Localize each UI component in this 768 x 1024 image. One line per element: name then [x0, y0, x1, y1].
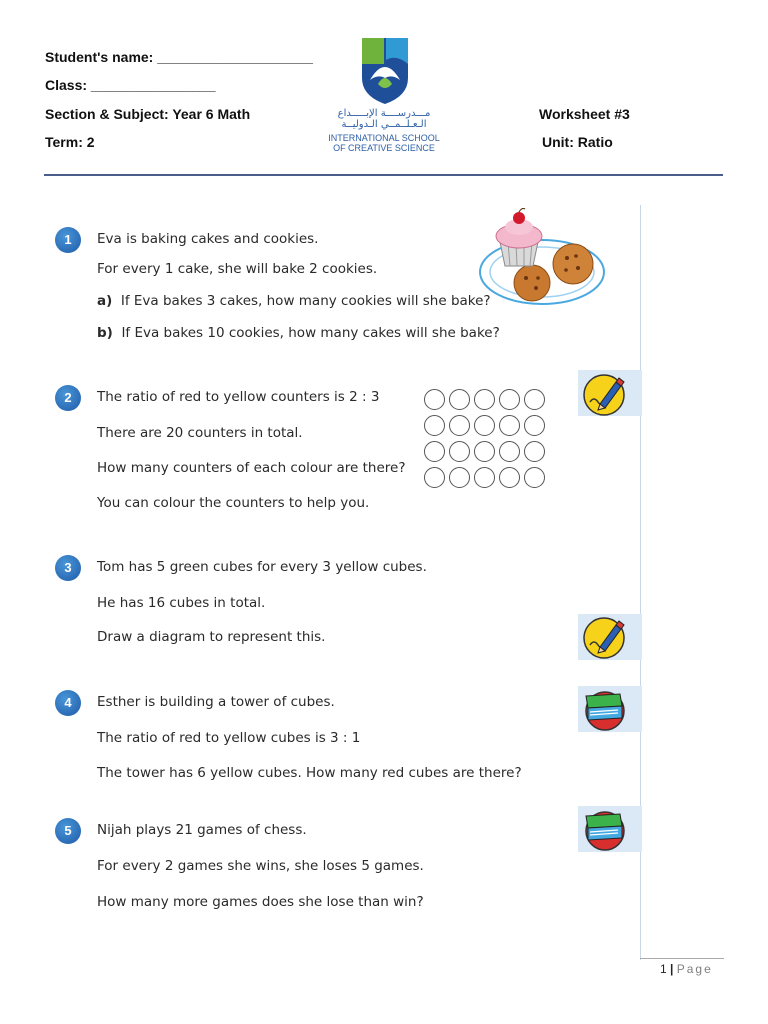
book-icon [582, 688, 628, 732]
book-icon [582, 808, 628, 852]
unit-title: Unit: Ratio [542, 134, 613, 150]
counter-circle [474, 415, 495, 436]
counter-circle [424, 389, 445, 410]
counter-circle [449, 389, 470, 410]
footer-divider [640, 958, 724, 959]
logo-english-name: INTERNATIONAL SCHOOL OF CREATIVE SCIENCE [328, 133, 440, 153]
counter-circle [449, 441, 470, 462]
counter-circle [474, 467, 495, 488]
section-subject: Section & Subject: Year 6 Math [45, 106, 251, 122]
counter-circle [524, 389, 545, 410]
question-2-line-1: The ratio of red to yellow counters is 2 : 3 [97, 389, 380, 405]
question-2-line-2: There are 20 counters in total. [97, 425, 303, 441]
question-3-line-1: Tom has 5 green cubes for every 3 yellow cubes. [97, 559, 427, 575]
page-number: 1 | Page [660, 962, 713, 976]
counter-circle [474, 441, 495, 462]
question-number-badge: 5 [55, 818, 81, 844]
counter-circle [524, 415, 545, 436]
counter-circle [524, 441, 545, 462]
pencil-icon [582, 372, 628, 418]
question-3-line-3: Draw a diagram to represent this. [97, 629, 326, 645]
question-1-part-b: b) If Eva bakes 10 cookies, how many cakes will she bake? [97, 325, 500, 341]
question-number-badge: 3 [55, 555, 81, 581]
pencil-icon [582, 615, 628, 661]
question-1-part-a: a) If Eva bakes 3 cakes, how many cookies will she bake? [97, 293, 491, 309]
question-2-line-3: How many counters of each colour are there? [97, 460, 406, 476]
header-divider [44, 174, 723, 176]
counter-circle [474, 389, 495, 410]
student-name-field: Student's name: ____________________ [45, 49, 313, 65]
term: Term: 2 [45, 134, 95, 150]
question-5-line-2: For every 2 games she wins, she loses 5 games. [97, 858, 424, 874]
worksheet-number: Worksheet #3 [539, 106, 630, 122]
question-4-line-2: The ratio of red to yellow cubes is 3 : 1 [97, 730, 361, 746]
question-5-line-3: How many more games does she lose than win? [97, 894, 424, 910]
question-number-badge: 1 [55, 227, 81, 253]
question-number-badge: 2 [55, 385, 81, 411]
question-5-line-1: Nijah plays 21 games of chess. [97, 822, 307, 838]
question-4-line-1: Esther is building a tower of cubes. [97, 694, 335, 710]
question-number-badge: 4 [55, 690, 81, 716]
question-4-line-3: The tower has 6 yellow cubes. How many red cubes are there? [97, 765, 522, 781]
class-field: Class: ________________ [45, 77, 216, 93]
counter-circle [524, 467, 545, 488]
counter-circle [424, 415, 445, 436]
question-2-line-4: You can colour the counters to help you. [97, 495, 370, 511]
question-1-line-2: For every 1 cake, she will bake 2 cookies. [97, 261, 378, 277]
logo-arabic-name: مـــدرســــة الإبـــــداع الـعـلــمــي الـدوليــة [337, 108, 431, 130]
question-1-line-1: Eva is baking cakes and cookies. [97, 231, 319, 247]
counter-circle [424, 467, 445, 488]
cupcake-cookies-illustration [478, 208, 608, 308]
counter-circle [499, 441, 520, 462]
counter-circle [449, 467, 470, 488]
counter-circle [449, 415, 470, 436]
counter-circle [499, 415, 520, 436]
counter-circle [499, 389, 520, 410]
question-3-line-2: He has 16 cubes in total. [97, 595, 266, 611]
counter-circle [499, 467, 520, 488]
counter-circle [424, 441, 445, 462]
